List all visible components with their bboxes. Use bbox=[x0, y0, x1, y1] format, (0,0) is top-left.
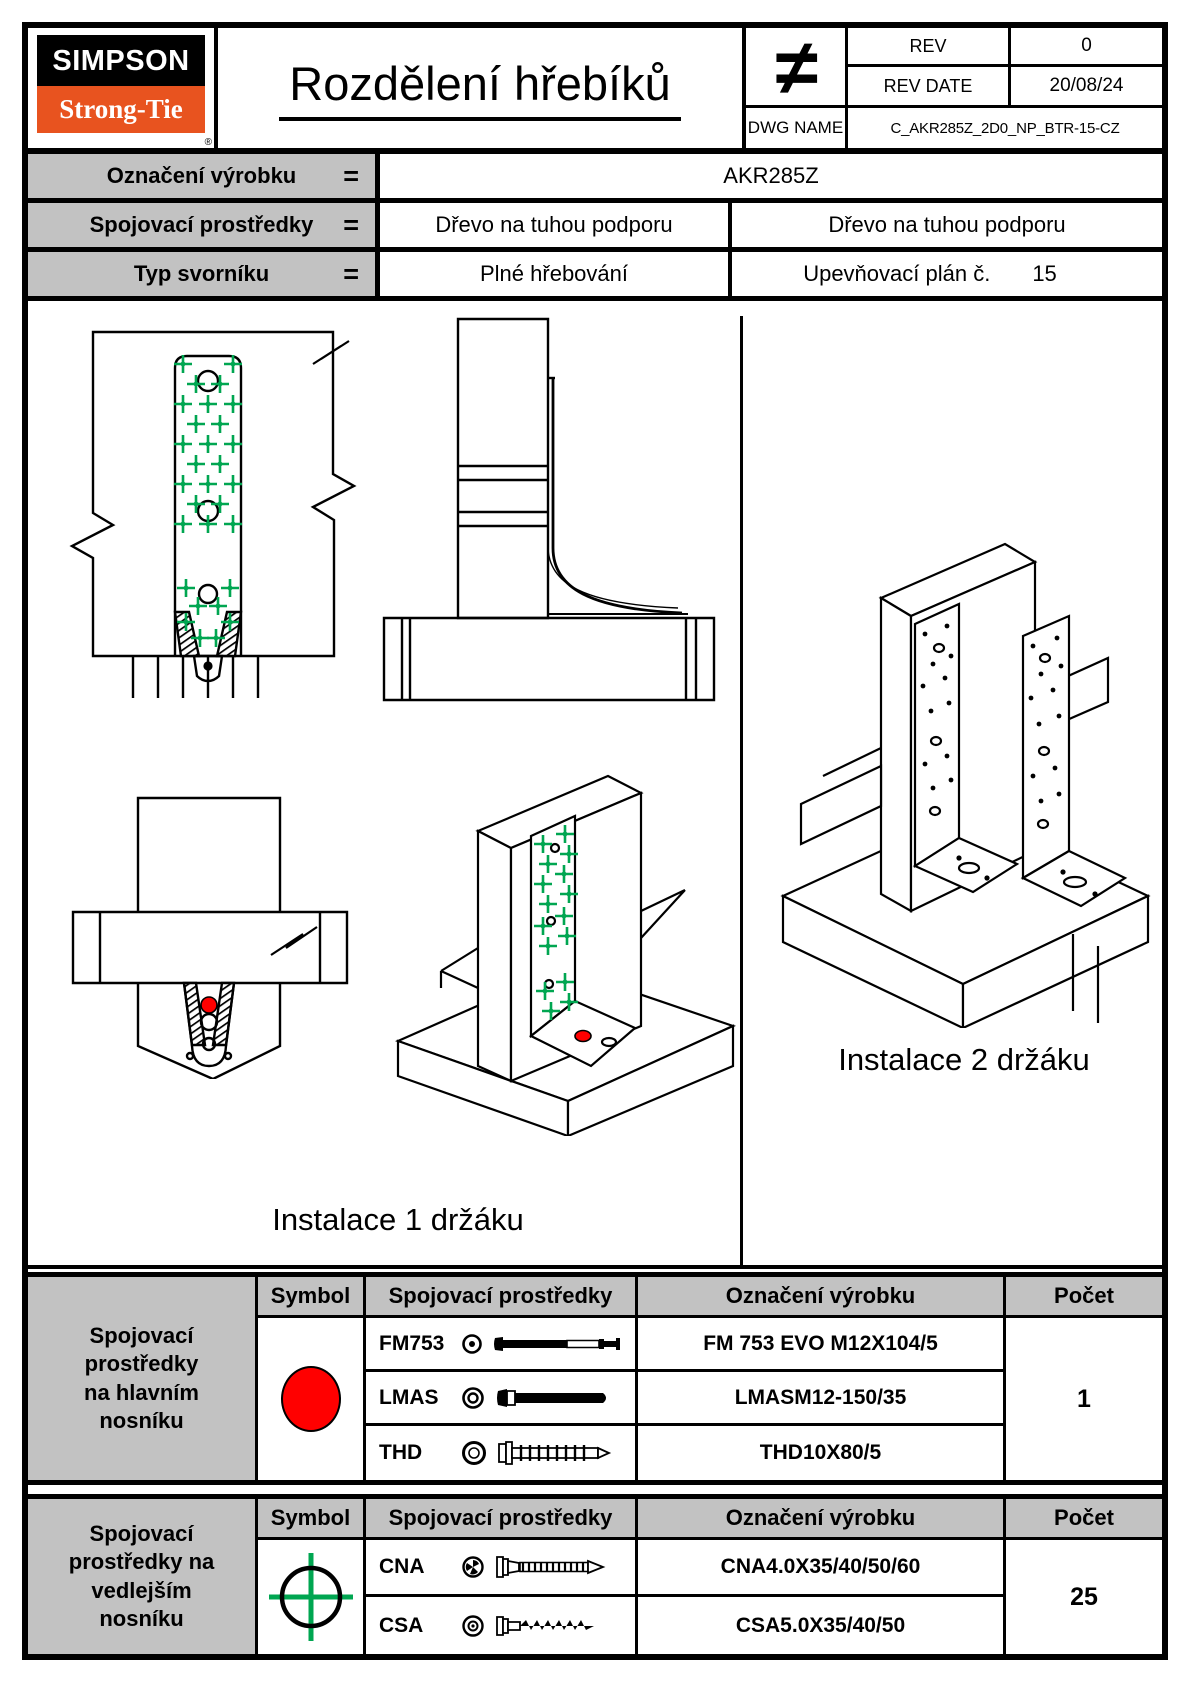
not-equal-logo-icon: ≠ bbox=[746, 28, 848, 108]
csa-product: CSA5.0X35/40/50 bbox=[638, 1597, 1006, 1654]
install2-caption: Instalace 2 držáku bbox=[838, 1042, 1090, 1077]
secondary-beam-group-label: Spojovací prostředky na vedlejším nosníku bbox=[28, 1499, 258, 1654]
product-header: Označení výrobku bbox=[638, 1277, 1006, 1318]
symbol-header: Symbol bbox=[258, 1277, 366, 1318]
product-label: Označení výrobku bbox=[106, 163, 297, 188]
fasteners-label-cell bbox=[28, 203, 380, 252]
csa-screw-icon bbox=[495, 1613, 621, 1639]
secondary-symbol-cell bbox=[258, 1540, 366, 1654]
fastener-header: Spojovací prostředky bbox=[366, 1499, 638, 1540]
thd-screw-icon bbox=[497, 1440, 619, 1466]
lmas-product: LMASM12-150/35 bbox=[638, 1372, 1006, 1426]
product-value: AKR285Z bbox=[380, 154, 1162, 203]
fm753-code: FM753 bbox=[379, 1331, 445, 1355]
target-head-icon bbox=[461, 1614, 485, 1638]
thd-row bbox=[366, 1426, 638, 1480]
plan-view-drawing bbox=[53, 741, 375, 1079]
main-beam-group-label: Spojovací prostředky na hlavním nosníku bbox=[28, 1277, 258, 1480]
isometric-install1-drawing bbox=[383, 736, 739, 1136]
bolt-type-label: Typ svorníku bbox=[133, 261, 270, 286]
isometric-install2-drawing bbox=[773, 506, 1161, 1028]
main-beam-fastener-table bbox=[28, 1272, 1162, 1485]
fm753-product: FM 753 EVO M12X104/5 bbox=[638, 1318, 1006, 1372]
csa-row bbox=[366, 1597, 638, 1654]
cna-nail-icon bbox=[495, 1554, 615, 1580]
fasteners-label: Spojovací prostředky bbox=[89, 212, 314, 237]
revision-block bbox=[742, 22, 1162, 148]
lmas-code: LMAS bbox=[379, 1385, 439, 1409]
rev-date-value: 20/08/24 bbox=[1011, 67, 1162, 108]
sheet-frame bbox=[22, 22, 1168, 1660]
fm753-bolt-icon bbox=[493, 1333, 623, 1355]
page-title: Rozdělení hřebíků bbox=[279, 56, 680, 121]
sheet-title-cell bbox=[218, 28, 742, 148]
fasteners-value-2: Dřevo na tuhou podporu bbox=[732, 203, 1162, 252]
fixing-plan-label: Upevňovací plán č. bbox=[803, 261, 991, 286]
symbol-header: Symbol bbox=[258, 1499, 366, 1540]
logo-strongtie: Strong-Tie bbox=[37, 86, 205, 133]
logo-simpson: SIMPSON bbox=[37, 35, 205, 86]
rev-label: REV bbox=[848, 28, 1011, 67]
anchor-nail-head-icon bbox=[461, 1555, 485, 1579]
main-symbol-cell bbox=[258, 1318, 366, 1480]
cna-code: CNA bbox=[379, 1555, 425, 1578]
cna-row bbox=[366, 1540, 638, 1597]
front-view-drawing bbox=[58, 326, 370, 698]
equals-sign: = bbox=[343, 160, 359, 191]
main-count: 1 bbox=[1077, 1384, 1091, 1413]
thd-product: THD10X80/5 bbox=[638, 1426, 1006, 1480]
rev-value: 0 bbox=[1011, 28, 1162, 67]
product-info-table bbox=[28, 154, 1162, 301]
anchor-marker bbox=[201, 997, 217, 1013]
dwg-name-label: DWG NAME bbox=[746, 108, 848, 148]
product-label-cell bbox=[28, 154, 380, 203]
fasteners-value-1: Dřevo na tuhou podporu bbox=[380, 203, 732, 252]
count-header: Počet bbox=[1006, 1277, 1162, 1318]
fixing-plan-cell bbox=[732, 252, 1162, 301]
anchor-marker bbox=[575, 1031, 591, 1042]
fastener-header: Spojovací prostředky bbox=[366, 1277, 638, 1318]
registered-mark: ® bbox=[204, 137, 212, 148]
title-block bbox=[28, 22, 1162, 154]
count-header: Počet bbox=[1006, 1499, 1162, 1540]
equals-sign: = bbox=[343, 209, 359, 240]
bolt-type-value: Plné hřebování bbox=[380, 252, 732, 301]
side-view-drawing bbox=[380, 316, 742, 704]
secondary-beam-fastener-table bbox=[28, 1494, 1162, 1654]
red-circle-symbol-icon bbox=[281, 1366, 341, 1432]
cna-product: CNA4.0X35/40/50/60 bbox=[638, 1540, 1006, 1597]
equals-sign: = bbox=[343, 258, 359, 289]
lmas-bolt-icon bbox=[495, 1385, 613, 1411]
dwg-name-value: C_AKR285Z_2D0_NP_BTR-15-CZ bbox=[890, 119, 1120, 137]
ring-head-icon bbox=[461, 1440, 487, 1466]
drawing-area bbox=[28, 316, 1162, 1269]
fixing-plan-number: 15 bbox=[1032, 261, 1057, 286]
csa-code: CSA bbox=[379, 1613, 424, 1637]
secondary-count: 25 bbox=[1070, 1582, 1098, 1611]
install1-caption: Instalace 1 držáku bbox=[272, 1202, 524, 1237]
product-header: Označení výrobku bbox=[638, 1499, 1006, 1540]
green-crosshair-symbol-icon bbox=[263, 1549, 359, 1645]
fm753-row bbox=[366, 1318, 638, 1372]
ring-head-icon-code thd-code: THD bbox=[379, 1441, 423, 1464]
circle-dot-head-icon bbox=[461, 1333, 483, 1355]
lmas-row bbox=[366, 1372, 638, 1426]
bolt-type-label-cell bbox=[28, 252, 380, 301]
simpson-strongtie-logo bbox=[28, 28, 218, 148]
washer-rings-icon bbox=[461, 1386, 485, 1410]
rev-date-label: REV DATE bbox=[848, 67, 1011, 108]
